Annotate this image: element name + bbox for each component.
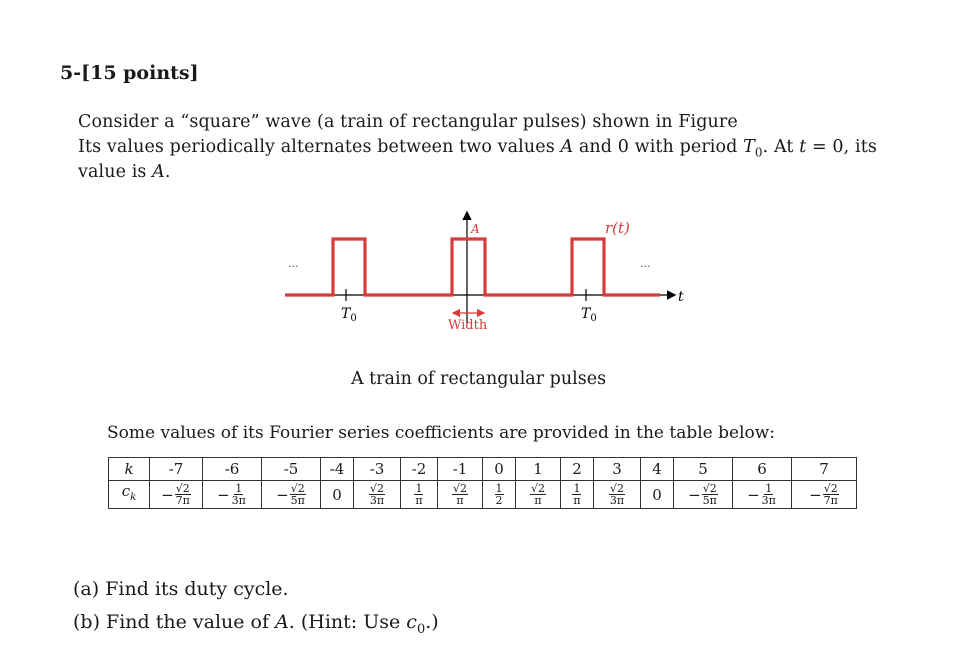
ellipsis-right: ... [640, 257, 651, 270]
k-cell: -4 [321, 458, 354, 481]
k-cell: 2 [561, 458, 594, 481]
ck-fraction [452, 483, 468, 506]
ck-denominator: π [573, 494, 581, 507]
ck-numerator: √2 [530, 482, 545, 495]
ck-denominator: 5π [290, 494, 305, 507]
amplitude-label: A [471, 222, 480, 236]
ck-fraction [414, 483, 423, 506]
figure-caption: A train of rectangular pulses [350, 369, 607, 389]
k-cell: 0 [483, 458, 516, 481]
ck-numerator: √2 [702, 482, 717, 495]
fourier-coefficient-table [108, 457, 857, 509]
problem-heading: 5-[15 points] [60, 62, 199, 84]
ck-cell [561, 481, 594, 509]
ck-cell [641, 481, 674, 509]
intro-line-3: value is A. [78, 162, 171, 182]
axis-t-label: t [678, 289, 684, 305]
k-cell: 3 [594, 458, 641, 481]
ck-fraction [823, 483, 839, 506]
ck-cell [594, 481, 641, 509]
ck-fraction [290, 483, 306, 506]
k-cell: -3 [354, 458, 401, 481]
ck-denominator: 3π [761, 494, 776, 507]
k-cell: 5 [674, 458, 733, 481]
ck-fraction [530, 483, 546, 506]
ck-sign: − [276, 485, 289, 504]
intro-line-2: Its values periodically alternates between two values A and 0 with period $T_0$. At t = 0, its [78, 137, 877, 160]
intro-line-1: Consider a “square” wave (a train of rectangular pulses) shown in Figure [78, 112, 738, 132]
k-cell: 7 [792, 458, 857, 481]
ellipsis-left: ... [288, 257, 299, 270]
ck-value: 0 [332, 485, 342, 504]
ck-sign: − [809, 485, 822, 504]
ck-fraction [761, 483, 777, 506]
width-label: Width [448, 318, 488, 333]
ck-cell [438, 481, 483, 509]
ck-cell [792, 481, 857, 509]
ck-numerator: 1 [415, 482, 423, 495]
T0-left-label: $T_0$ [341, 306, 357, 324]
question-a: (a) Find its duty cycle. [73, 578, 289, 600]
ck-fraction [495, 483, 504, 506]
ck-cell [733, 481, 792, 509]
ck-fraction [369, 483, 385, 506]
k-cell: -1 [438, 458, 483, 481]
ck-numerator: √2 [369, 482, 384, 495]
ck-fraction [175, 483, 191, 506]
k-cell: 1 [516, 458, 561, 481]
ck-denominator: 5π [702, 494, 717, 507]
ck-cell [321, 481, 354, 509]
ck-sign: − [747, 485, 760, 504]
k-cell: -7 [150, 458, 203, 481]
ck-numerator: √2 [452, 482, 467, 495]
ck-numerator: √2 [823, 482, 838, 495]
ck-cell [150, 481, 203, 509]
ck-denominator: 3π [231, 494, 246, 507]
ck-denominator: π [415, 494, 423, 507]
ck-cell [203, 481, 262, 509]
T0-right-label: $T_0$ [581, 306, 597, 324]
ck-row [109, 481, 857, 509]
k-row [109, 458, 857, 481]
ck-fraction [609, 483, 625, 506]
ck-numerator: 1 [495, 482, 503, 495]
ck-denominator: π [456, 494, 464, 507]
ck-denominator: π [534, 494, 542, 507]
signal-label: r(t) [605, 219, 630, 237]
ck-numerator: 1 [573, 482, 581, 495]
ck-fraction [572, 483, 581, 506]
ck-sign: − [688, 485, 701, 504]
k-cell: 4 [641, 458, 674, 481]
ck-cell [354, 481, 401, 509]
ck-denominator: 7π [175, 494, 190, 507]
k-cell: -5 [262, 458, 321, 481]
k-header: k [109, 458, 150, 481]
question-b: (b) Find the value of A. (Hint: Use $c_0$.) [73, 611, 439, 637]
ck-fraction [231, 483, 247, 506]
k-cell: -6 [203, 458, 262, 481]
ck-denominator: 3π [609, 494, 625, 507]
table-intro: Some values of its Fourier series coefficients are provided in the table below: [107, 423, 776, 443]
ck-value: 0 [652, 485, 662, 504]
ck-numerator: √2 [609, 482, 624, 495]
ck-numerator: √2 [175, 482, 190, 495]
pulse-signal [285, 239, 660, 295]
ck-fraction [702, 483, 718, 506]
ck-cell [483, 481, 516, 509]
ck-numerator: 1 [235, 482, 243, 495]
ck-denominator: 7π [823, 494, 838, 507]
ck-denominator: 2 [495, 494, 503, 507]
ck-cell [262, 481, 321, 509]
k-cell: -2 [401, 458, 438, 481]
ck-numerator: 1 [765, 482, 773, 495]
k-cell: 6 [733, 458, 792, 481]
ck-denominator: 3π [369, 494, 385, 507]
ck-cell [674, 481, 733, 509]
ck-cell [401, 481, 438, 509]
ck-sign: − [217, 485, 230, 504]
ck-header: $c_k$ [109, 481, 150, 509]
ck-numerator: √2 [290, 482, 305, 495]
pulse-train-figure [280, 205, 700, 340]
ck-sign: − [161, 485, 174, 504]
ck-cell [516, 481, 561, 509]
